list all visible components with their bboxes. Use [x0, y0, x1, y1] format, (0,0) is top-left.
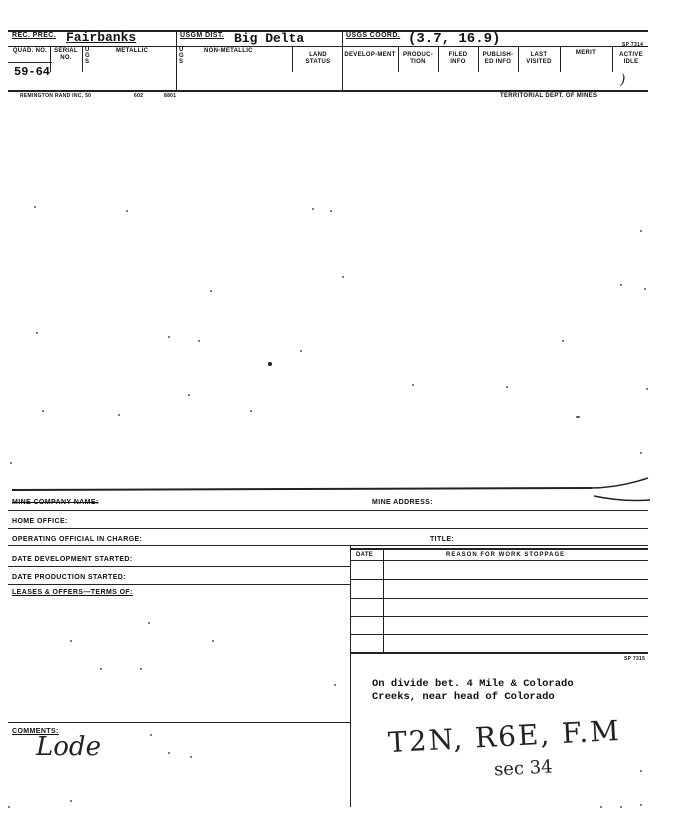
vrule	[292, 46, 293, 72]
territorial-dept: TERRITORIAL DEPT. OF MINES	[500, 93, 598, 99]
usgm-dist-label: USGM DIST.	[180, 32, 225, 39]
mine-company-name-label: MINE COMPANY NAME:	[12, 499, 99, 506]
section-handwritten: sec 34	[493, 756, 554, 781]
location-line-1: On divide bet. 4 Mile & Colorado	[372, 678, 574, 690]
header-bottom-rule	[8, 90, 648, 92]
rule	[8, 584, 350, 585]
rule	[8, 566, 350, 567]
rule	[350, 616, 648, 617]
operating-official-label: OPERATING OFFICIAL IN CHARGE:	[12, 536, 143, 543]
printer-note: REMINGTON RAND INC. 50	[20, 93, 92, 99]
township-range-handwritten: T2N, R6E, F.M	[387, 713, 622, 760]
rule	[350, 598, 648, 599]
comments-handwritten-value: Lode	[36, 732, 101, 762]
rule	[350, 634, 648, 635]
date-column-header: DATE	[356, 552, 374, 558]
vrule	[518, 46, 519, 72]
col-serial-no: SERIAL NO.	[54, 48, 78, 61]
rec-prec-value: Fairbanks	[66, 30, 137, 45]
rule	[350, 548, 648, 550]
location-line-2: Creeks, near head of Colorado	[372, 691, 555, 703]
rule	[8, 545, 648, 546]
col-last-visited: LAST VISITED	[526, 52, 552, 65]
usgm-dist-value: Big Delta	[234, 31, 305, 46]
date-development-label: DATE DEVELOPMENT STARTED:	[12, 556, 133, 563]
usgs-coord-label: USGS COORD.	[346, 32, 401, 39]
rec-prec-label: REC. PREC.	[12, 32, 57, 39]
vrule	[342, 30, 343, 90]
rule	[8, 722, 350, 723]
vrule	[398, 46, 399, 72]
lower-top-rule	[12, 487, 592, 491]
col-quad-no: QUAD. NO.	[12, 48, 48, 54]
vrule	[82, 46, 83, 72]
vrule	[50, 46, 51, 72]
quad-rule	[8, 62, 52, 63]
form-number-bottom: SP 7315	[624, 656, 646, 662]
col-active-idle: ACTIVE IDLE	[619, 52, 643, 65]
quad-number-value: 59-64	[14, 65, 51, 79]
active-idle-mark: )	[620, 72, 626, 88]
col-development: DEVELOP-MENT	[344, 52, 396, 58]
col-merit: MERIT	[575, 50, 597, 56]
col-ugs-metallic-code: U G S	[85, 47, 90, 65]
rule	[8, 510, 648, 511]
comments-label: COMMENTS:	[12, 728, 59, 735]
col-published-info: PUBLISH-ED INFO	[482, 52, 514, 65]
col-land-status: LAND STATUS	[305, 52, 331, 65]
col-ugs-nonmetallic-code: U G S	[179, 47, 184, 65]
form-number-top: SP 7314	[622, 42, 644, 48]
header-mid-rule	[8, 46, 648, 47]
printer-number-1: 602	[134, 93, 144, 99]
vrule	[612, 46, 613, 72]
vrule	[438, 46, 439, 72]
col-non-metallic: NON-METALLIC	[204, 48, 253, 54]
home-office-label: HOME OFFICE:	[12, 518, 68, 525]
right-column-rule	[350, 545, 351, 807]
col-production: PRODUC-TION	[402, 52, 434, 65]
rule	[350, 652, 648, 654]
rule	[350, 560, 648, 561]
title-label: TITLE:	[430, 536, 455, 543]
col-metallic: METALLIC	[116, 48, 149, 54]
col-filed-info: FILED INFO	[448, 52, 468, 65]
vrule	[478, 46, 479, 72]
rule	[8, 528, 648, 529]
date-column-rule	[383, 548, 384, 652]
vrule	[176, 30, 177, 90]
paper-curl	[588, 476, 652, 506]
leases-label: LEASES & OFFERS—TERMS OF:	[12, 589, 133, 596]
date-production-label: DATE PRODUCTION STARTED:	[12, 574, 126, 581]
usgs-coord-value: (3.7, 16.9)	[408, 31, 501, 47]
mine-address-label: MINE ADDRESS:	[372, 499, 433, 506]
printer-number-2: 8801	[164, 93, 177, 99]
rule	[350, 579, 648, 580]
reason-column-header: REASON FOR WORK STOPPAGE	[446, 552, 566, 558]
vrule	[560, 46, 561, 72]
